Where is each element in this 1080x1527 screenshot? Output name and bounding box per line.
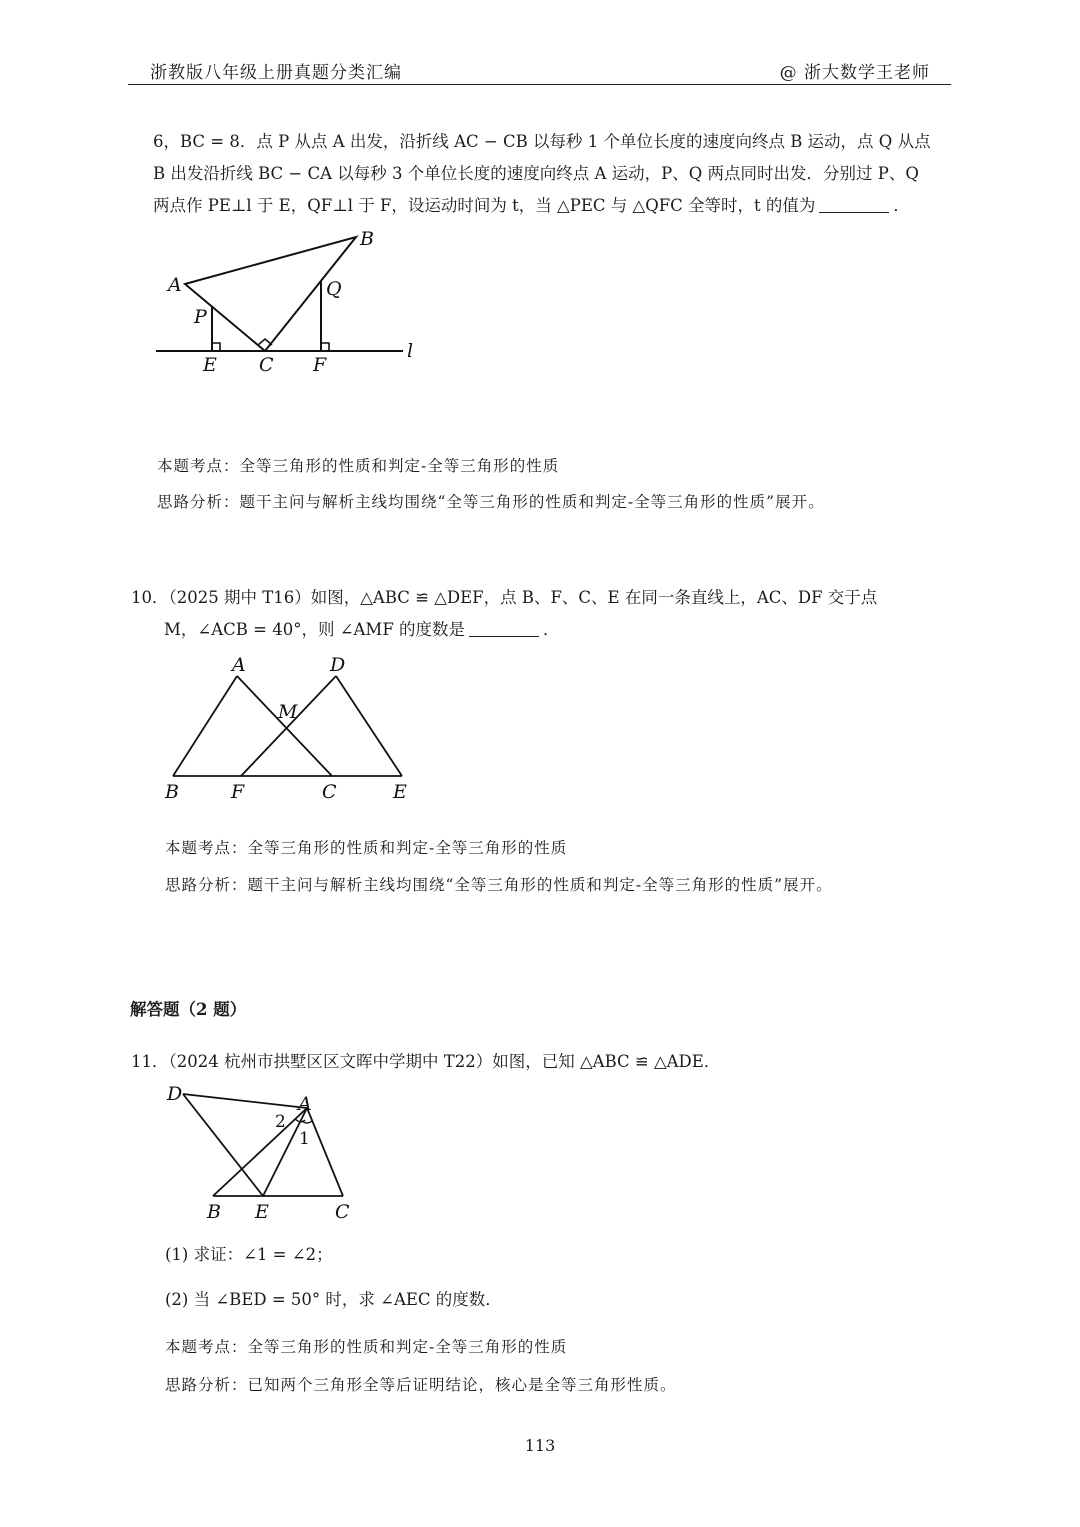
- q6-analysis: 思路分析：题干主问与解析主线均围绕“全等三角形的性质和判定-全等三角形的性质”展开。: [157, 493, 825, 511]
- q10-answer-blank[interactable]: [469, 620, 539, 637]
- q10-text-line1: 10．（2025 期中 T16）如图，△ABC ≌ △DEF，点 B、F、C、E 在同一条直线上，AC、DF 交于点: [131, 588, 878, 607]
- q6-text-line3b: ．: [893, 196, 910, 215]
- q10-point-label: 本题考点：全等三角形的性质和判定-全等三角形的性质: [165, 839, 568, 857]
- header-author: @ 浙大数学王老师: [779, 63, 930, 83]
- q6-text-line3a: 两点作 PE⊥l 于 E，QF⊥l 于 F，设运动时间为 t，当 △PEC 与 △QFC 全等时，t 的值为: [153, 196, 816, 215]
- q10-label-m: M: [278, 701, 298, 723]
- q10-text-line2a: M，∠ACB = 40°，则 ∠AMF 的度数是: [164, 620, 466, 639]
- q10-analysis: 思路分析：题干主问与解析主线均围绕“全等三角形的性质和判定-全等三角形的性质”展开。: [165, 876, 833, 894]
- q6-label-l: l: [407, 340, 414, 362]
- q11-label-angle-1: 1: [299, 1129, 310, 1149]
- q11-segment-de: [183, 1094, 263, 1196]
- q11-label-c: C: [335, 1201, 350, 1223]
- q11-label-d: D: [167, 1083, 183, 1105]
- q6-right-angle-c: [258, 339, 272, 345]
- q6-text-line1: 6，BC = 8．点 P 从点 A 出发，沿折线 AC − CB 以每秒 1 个单位长度的速度向终点 B 运动，点 Q 从点: [153, 132, 931, 151]
- q10-text-line2: [164, 614, 560, 646]
- q10-segment-ab: [173, 676, 237, 776]
- q6-label-b: B: [360, 228, 374, 250]
- q6-label-a: A: [168, 274, 182, 296]
- q10-figure: [155, 650, 425, 805]
- q10-label-e: E: [393, 781, 407, 803]
- q10-segment-de: [336, 676, 402, 776]
- q6-text-line3: [153, 190, 910, 222]
- page-number: 113: [524, 1436, 556, 1455]
- q10-segment-ac: [237, 676, 332, 776]
- section-heading: 解答题（2 题）: [130, 1000, 247, 1019]
- q11-figure: [155, 1078, 375, 1223]
- q11-segment-da: [183, 1094, 307, 1108]
- q11-sub1: (1) 求证：∠1 = ∠2；: [165, 1245, 333, 1264]
- q11-angle-arc-1: [302, 1121, 312, 1123]
- q11-analysis: 思路分析：已知两个三角形全等后证明结论，核心是全等三角形性质。: [165, 1376, 677, 1394]
- q6-label-f: F: [313, 354, 327, 376]
- q6-label-p: P: [194, 306, 207, 328]
- q10-label-c: C: [322, 781, 337, 803]
- q11-label-angle-2: 2: [275, 1112, 286, 1132]
- header-title: 浙教版八年级上册真题分类汇编: [150, 63, 402, 83]
- q10-label-f: F: [231, 781, 245, 803]
- q11-text-line1: 11．（2024 杭州市拱墅区区文晖中学期中 T22）如图，已知 △ABC ≌ △ADE．: [131, 1052, 721, 1071]
- q11-segment-ac: [307, 1108, 343, 1196]
- q6-label-q: Q: [326, 278, 342, 300]
- q10-label-d: D: [330, 654, 346, 676]
- q11-sub2: (2) 当 ∠BED = 50° 时，求 ∠AEC 的度数．: [165, 1290, 502, 1309]
- q10-label-a: A: [232, 654, 246, 676]
- q6-label-e: E: [203, 354, 217, 376]
- q10-segment-fd: [241, 676, 336, 776]
- q6-figure: [140, 225, 440, 385]
- q10-text-line2b: ．: [543, 620, 560, 639]
- q11-label-a: A: [298, 1093, 312, 1115]
- q10-label-b: B: [165, 781, 179, 803]
- q6-label-c: C: [259, 354, 274, 376]
- q6-text-line2: B 出发沿折线 BC − CA 以每秒 3 个单位长度的速度向终点 A 运动，P、Q 两点同时出发．分别过 P、Q: [153, 164, 919, 183]
- q6-answer-blank[interactable]: [819, 196, 889, 213]
- header-divider: [128, 84, 951, 85]
- q6-right-angle-f: [321, 343, 329, 351]
- q11-segment-ab: [213, 1108, 307, 1196]
- q6-point-label: 本题考点：全等三角形的性质和判定-全等三角形的性质: [157, 457, 560, 475]
- q11-label-e: E: [255, 1201, 269, 1223]
- q6-right-angle-e: [212, 343, 220, 351]
- q11-label-b: B: [207, 1201, 221, 1223]
- q11-point-label: 本题考点：全等三角形的性质和判定-全等三角形的性质: [165, 1338, 568, 1356]
